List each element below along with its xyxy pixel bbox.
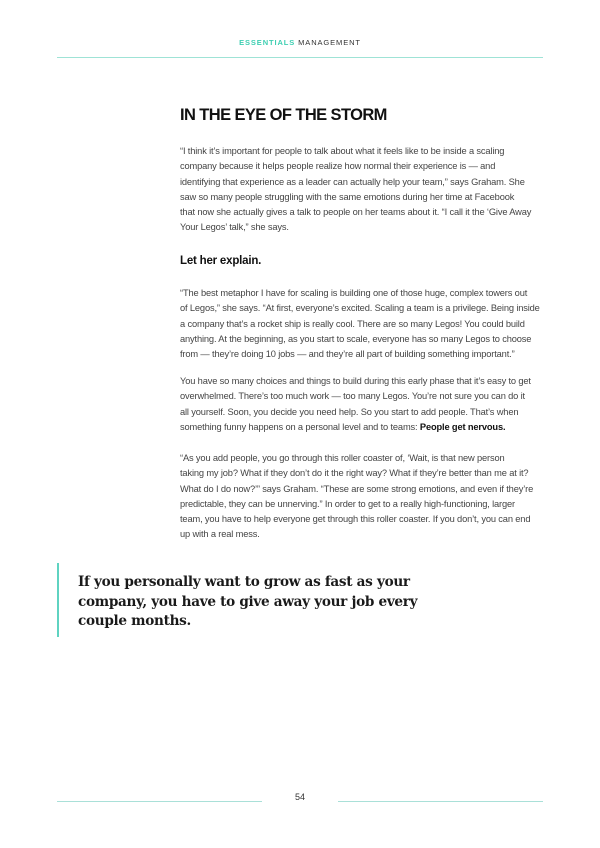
article-title: IN THE EYE OF THE STORM bbox=[180, 106, 387, 124]
text-line: predictable, they can be unnerving.” In order to get to a really high-functioning, larger bbox=[180, 498, 515, 509]
text-line: overwhelmed. There’s too much work — too many Legos. You’re not sure you can do it bbox=[180, 391, 525, 402]
pull-quote bbox=[78, 573, 418, 632]
text-line: company because it helps people realize how normal their experience is — and bbox=[180, 161, 496, 172]
pull-quote-line: If you personally want to grow as fast as your bbox=[78, 574, 410, 590]
text-line: anything. At the beginning, as you start to scale, everyone has so many Legos to choose bbox=[180, 333, 532, 344]
paragraph-4 bbox=[180, 451, 560, 543]
text-line bbox=[180, 420, 560, 435]
text-line: a company that’s a rocket ship is really cool. There are so many Legos! You could build bbox=[180, 318, 525, 329]
pull-quote-line: couple months. bbox=[78, 613, 191, 629]
text-line: team, you have to help everyone get through this roller coaster. If you don’t, you can end bbox=[180, 514, 531, 525]
text-line: that now she actually gives a talk to people on her teams about it. “I call it the ‘Give Away bbox=[180, 207, 532, 218]
text-line: “As you add people, you go through this roller coaster of, ‘Wait, is that new person bbox=[180, 453, 505, 463]
text-plain: something funny happens on a personal level and to teams: bbox=[180, 421, 420, 432]
text-line: up with a real mess. bbox=[180, 529, 260, 540]
text-line: Your Legos’ talk,” she says. bbox=[180, 222, 289, 233]
paragraph-1 bbox=[180, 144, 560, 236]
text-line: “I think it’s important for people to talk about what it feels like to be inside a scaling bbox=[180, 146, 505, 156]
header-topic-label: MANAGEMENT bbox=[298, 38, 361, 47]
text-line: taking my job? What if they don’t do it the right way? What if they’re better than me at it? bbox=[180, 468, 529, 479]
pull-quote-bar bbox=[57, 563, 59, 637]
text-line: from — they’re doing 10 jobs — and they’re all part of building something important.” bbox=[180, 349, 515, 360]
header-divider bbox=[57, 57, 543, 58]
paragraph-2 bbox=[180, 286, 560, 362]
text-line: of Legos,” she says. “At first, everyone’s excited. Scaling a team is a privilege. Being inside bbox=[180, 303, 540, 314]
text-line: all yourself. Soon, you decide you need help. So you start to add people. That’s when bbox=[180, 406, 519, 417]
pull-quote-line: company, you have to give away your job every bbox=[78, 593, 418, 610]
subheading: Let her explain. bbox=[180, 255, 262, 267]
text-line: identifying that experience as a leader can actually help your team,” says Graham. She bbox=[180, 176, 525, 187]
paragraph-3 bbox=[180, 374, 560, 435]
footer-divider-right bbox=[338, 801, 543, 802]
page-number: 54 bbox=[294, 792, 305, 802]
emphasis-text: People get nervous. bbox=[419, 421, 506, 432]
header-section-label: ESSENTIALS bbox=[239, 38, 296, 47]
text-line: “The best metaphor I have for scaling is building one of those huge, complex towers out bbox=[180, 288, 528, 298]
running-header bbox=[0, 38, 600, 47]
text-line: What do I do now?’” says Graham. “These are some strong emotions, and even if they’re bbox=[180, 483, 534, 494]
text-line: saw so many people struggling with the same emotions during her time at Facebook bbox=[180, 191, 515, 202]
text-line: You have so many choices and things to build during this early phase that it’s easy to get bbox=[180, 376, 531, 386]
